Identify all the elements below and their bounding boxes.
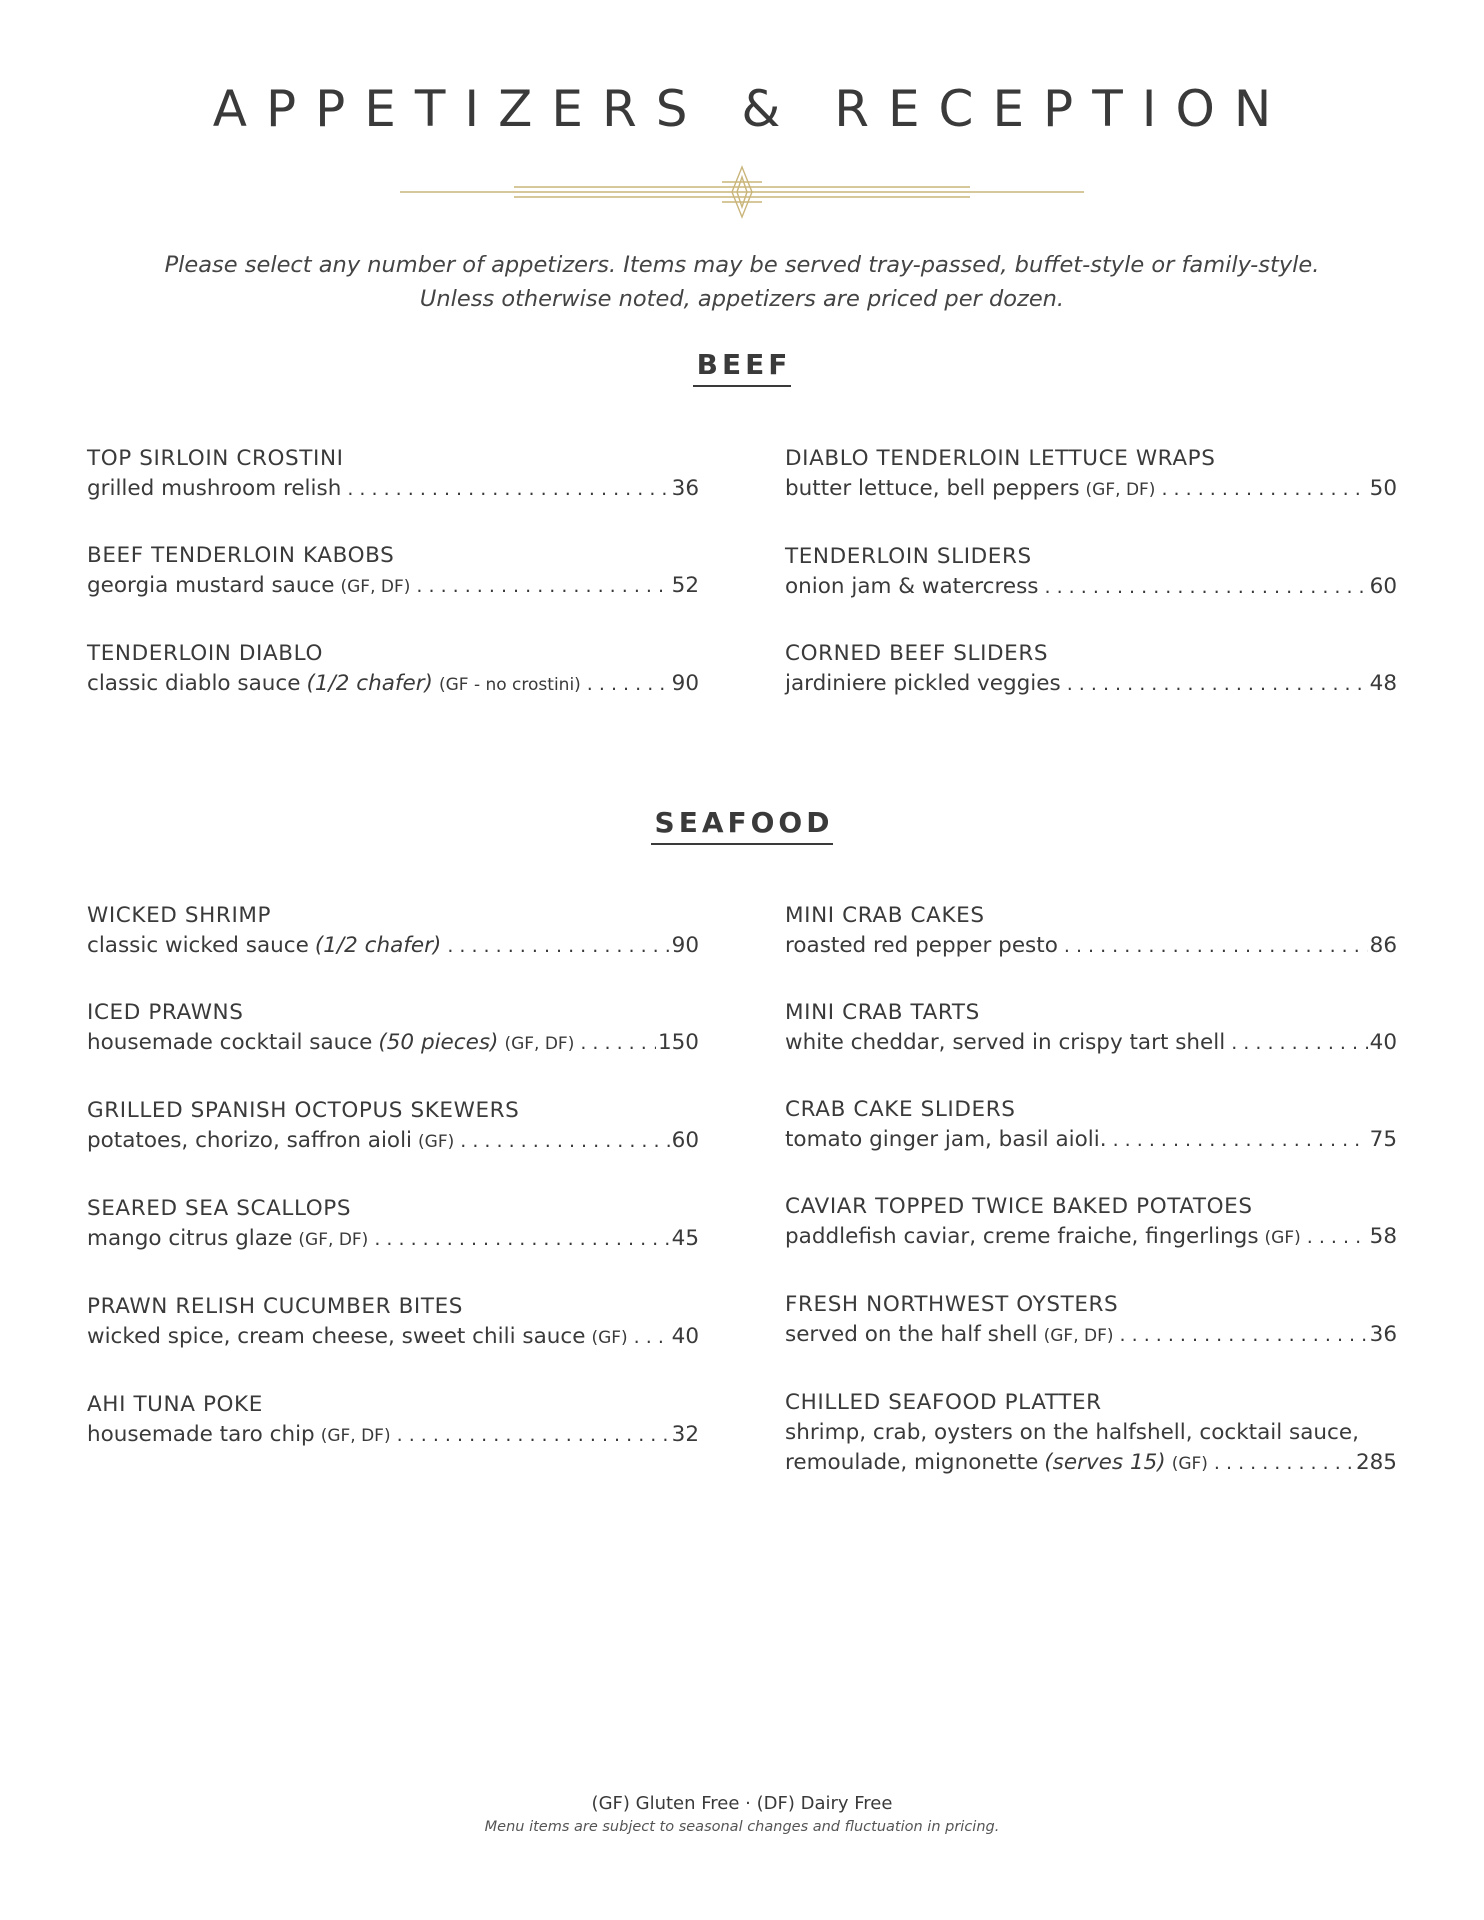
item-name: BEEF TENDERLOIN KABOBS [87, 543, 395, 568]
item-description: classic wicked sauce [87, 933, 309, 958]
item-description: mango citrus glaze [87, 1226, 293, 1251]
item-description-line [87, 474, 699, 504]
menu-item [785, 1290, 1397, 1351]
item-description: potatoes, chorizo, saffron aioli [87, 1128, 413, 1153]
item-description: grilled mushroom relish [87, 476, 342, 501]
item-price: 32 [671, 1422, 699, 1447]
dietary-tag: (GF - no crostini) [438, 675, 581, 695]
item-description: jardiniere pickled veggies [785, 671, 1061, 696]
menu-item [87, 998, 699, 1059]
item-name: CHILLED SEAFOOD PLATTER [785, 1390, 1102, 1415]
beef-heading-text: BEEF [693, 348, 792, 387]
item-description-line [785, 931, 1397, 961]
item-name: SEARED SEA SCALLOPS [87, 1196, 352, 1221]
item-name: TOP SIRLOIN CROSTINI [87, 446, 344, 471]
item-price: 40 [671, 1324, 699, 1349]
item-description-line [87, 931, 699, 961]
item-price: 60 [1369, 574, 1397, 599]
menu-item [87, 1390, 699, 1451]
menu-item [785, 1192, 1397, 1253]
item-description-line [87, 1420, 699, 1451]
item-price: 86 [1369, 933, 1397, 958]
item-name: TENDERLOIN DIABLO [87, 641, 323, 666]
item-name: WICKED SHRIMP [87, 903, 272, 928]
menu-item [785, 1095, 1397, 1155]
item-description: shrimp, crab, oysters on the halfshell, cocktail sauce, [785, 1420, 1359, 1445]
item-name: ICED PRAWNS [87, 1000, 244, 1025]
item-description: housemade taro chip [87, 1422, 315, 1447]
dot-leader [634, 1322, 670, 1352]
dot-leader [1307, 1222, 1368, 1252]
item-name: PRAWN RELISH CUCUMBER BITES [87, 1294, 464, 1319]
dietary-tag: (GF, DF) [340, 577, 411, 597]
dot-leader [1045, 572, 1368, 602]
dot-leader [347, 474, 669, 504]
menu-item-platter [785, 1388, 1397, 1479]
seafood-right-column [785, 901, 1397, 1516]
dot-leader [580, 1028, 656, 1058]
dot-leader [416, 571, 669, 601]
item-price: 40 [1369, 1030, 1397, 1055]
dietary-tag: (GF) [418, 1132, 455, 1152]
item-description: butter lettuce, bell peppers [785, 476, 1080, 501]
beef-right-column [785, 444, 1397, 736]
beef-heading [0, 348, 1484, 387]
dot-leader [1120, 1320, 1368, 1350]
item-name: MINI CRAB CAKES [785, 903, 985, 928]
item-description-line [785, 669, 1397, 699]
item-description: tomato ginger jam, basil aioli. [785, 1127, 1107, 1152]
item-price: 36 [671, 476, 699, 501]
item-name: MINI CRAB TARTS [785, 1000, 980, 1025]
item-price: 52 [671, 573, 699, 598]
dot-leader [397, 1420, 670, 1450]
dietary-tag: (GF, DF) [1043, 1326, 1114, 1346]
item-price: 75 [1369, 1127, 1397, 1152]
item-price: 48 [1369, 671, 1397, 696]
dot-leader [1231, 1028, 1367, 1058]
item-description-line [785, 1222, 1397, 1253]
item-price: 90 [671, 671, 699, 696]
dietary-tag: (GF) [1171, 1454, 1208, 1474]
item-price: 45 [671, 1226, 699, 1251]
item-description-line [87, 669, 699, 700]
item-note: (1/2 chafer) [314, 933, 442, 958]
menu-item [785, 998, 1397, 1058]
dot-leader [460, 1126, 669, 1156]
menu-item [87, 901, 699, 961]
menu-item [87, 444, 699, 504]
intro-line-2: Unless otherwise noted, appetizers are priced per dozen. [419, 286, 1065, 312]
item-description-line [87, 1028, 699, 1059]
menu-item [87, 639, 699, 700]
item-price: 150 [657, 1030, 699, 1055]
item-name: AHI TUNA POKE [87, 1392, 263, 1417]
item-description-line-1 [785, 1418, 1397, 1448]
seafood-heading-text: SEAFOOD [651, 806, 834, 845]
item-name: CORNED BEEF SLIDERS [785, 641, 1049, 666]
item-name: GRILLED SPANISH OCTOPUS SKEWERS [87, 1098, 520, 1123]
menu-item [785, 901, 1397, 961]
item-description: remoulade, mignonette [785, 1450, 1039, 1475]
dietary-legend: (GF) Gluten Free · (DF) Dairy Free [591, 1793, 893, 1814]
item-name: CAVIAR TOPPED TWICE BAKED POTATOES [785, 1194, 1253, 1219]
item-description-line [87, 571, 699, 602]
dietary-tag: (GF) [1264, 1228, 1301, 1248]
item-description-line [785, 1028, 1397, 1058]
item-name: TENDERLOIN SLIDERS [785, 544, 1032, 569]
item-description-line-2 [785, 1448, 1397, 1479]
menu-item [87, 1194, 699, 1255]
dietary-tag: (GF, DF) [504, 1034, 575, 1054]
dot-leader [1161, 474, 1367, 504]
dot-leader [587, 669, 670, 699]
dot-leader [374, 1224, 669, 1254]
item-note: (1/2 chafer) [306, 671, 433, 696]
item-note: (50 pieces) [378, 1030, 499, 1055]
menu-item [87, 1292, 699, 1353]
dot-leader [447, 931, 669, 961]
item-description-line [87, 1322, 699, 1353]
item-description: paddlefish caviar, creme fraiche, fingerlings [785, 1224, 1259, 1249]
dot-leader [1067, 669, 1368, 699]
dot-leader [1113, 1125, 1368, 1155]
art-deco-divider-ornament [400, 165, 1084, 221]
dot-leader [1214, 1448, 1354, 1478]
item-description: classic diablo sauce [87, 671, 301, 696]
item-price: 36 [1369, 1322, 1397, 1347]
item-price: 60 [671, 1128, 699, 1153]
dietary-tag: (GF, DF) [298, 1230, 369, 1250]
item-description: wicked spice, cream cheese, sweet chili sauce [87, 1324, 586, 1349]
item-description-line [785, 1125, 1397, 1155]
seafood-left-column [87, 901, 699, 1488]
beef-left-column [87, 444, 699, 737]
dot-leader [1064, 931, 1368, 961]
item-price: 58 [1369, 1224, 1397, 1249]
dietary-tag: (GF, DF) [1085, 480, 1156, 500]
item-description: georgia mustard sauce [87, 573, 335, 598]
dietary-tag: (GF, DF) [320, 1426, 391, 1446]
dietary-tag: (GF) [591, 1328, 628, 1348]
item-description: roasted red pepper pesto [785, 933, 1058, 958]
item-name: FRESH NORTHWEST OYSTERS [785, 1292, 1119, 1317]
menu-item [87, 1096, 699, 1157]
item-price: 90 [671, 933, 699, 958]
menu-item [87, 541, 699, 602]
item-description: white cheddar, served in crispy tart shell [785, 1030, 1226, 1055]
seafood-heading [0, 806, 1484, 845]
item-description: served on the half shell [785, 1322, 1038, 1347]
item-description-line [785, 474, 1397, 505]
item-name: CRAB CAKE SLIDERS [785, 1097, 1016, 1122]
item-name: DIABLO TENDERLOIN LETTUCE WRAPS [785, 446, 1216, 471]
menu-item [785, 444, 1397, 505]
page-title: APPETIZERS & RECEPTION [212, 80, 1291, 138]
intro-line-1: Please select any number of appetizers. Items may be served tray-passed, buffet-style or family-style. [164, 252, 1320, 278]
item-description-line [785, 1320, 1397, 1351]
menu-item [785, 542, 1397, 602]
item-description-line [87, 1126, 699, 1157]
item-description-line [87, 1224, 699, 1255]
item-note: (serves 15) [1044, 1450, 1166, 1475]
item-description: onion jam & watercress [785, 574, 1039, 599]
item-price: 50 [1369, 476, 1397, 501]
pricing-disclaimer: Menu items are subject to seasonal changes and fluctuation in pricing. [484, 1819, 1000, 1835]
item-description-line [785, 572, 1397, 602]
footer [0, 1792, 1484, 1838]
item-description: housemade cocktail sauce [87, 1030, 373, 1055]
item-price: 285 [1355, 1450, 1397, 1475]
intro-text [0, 248, 1484, 316]
menu-item [785, 639, 1397, 699]
